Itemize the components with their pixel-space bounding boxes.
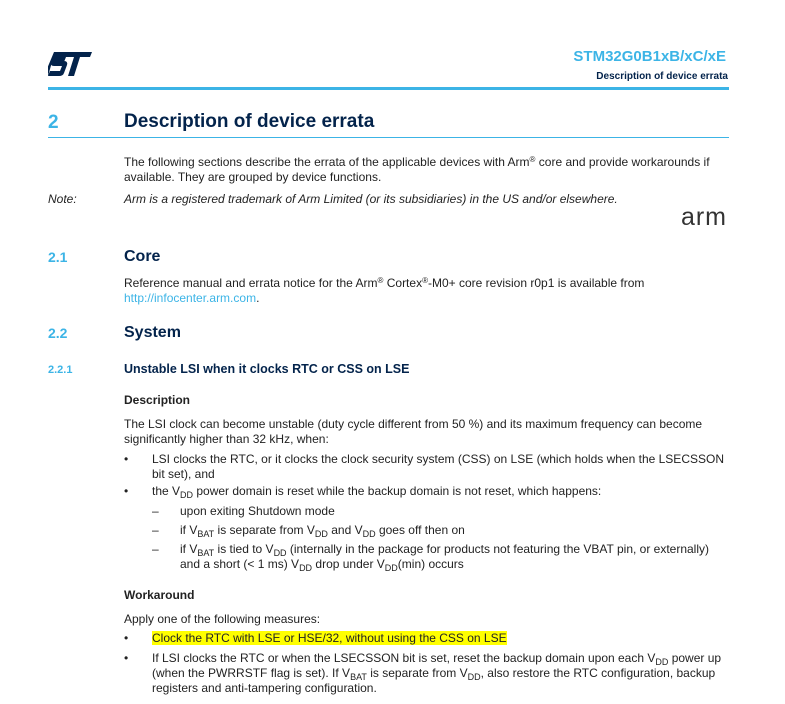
description-heading: Description [124, 393, 191, 407]
dash: – [152, 523, 159, 537]
workaround-intro: Apply one of the following measures: [124, 612, 321, 626]
dash: – [152, 542, 159, 556]
section-rule [48, 137, 729, 138]
list-item: LSI clocks the RTC, or it clocks the clock security system (CSS) on LSE (which holds when the LSECSSON bit set), and [152, 452, 724, 481]
section-title: Core [124, 248, 161, 265]
list-item: the $V_{DD}$ power domain is reset while the backup domain is not reset, which happens: [152, 484, 602, 500]
sub-list-item: upon exiting Shutdown mode [180, 504, 335, 518]
infocenter-link[interactable]: http://infocenter.arm.com [124, 291, 257, 305]
note-label: Note: [48, 192, 77, 206]
bullet: • [124, 651, 129, 665]
dash: – [152, 504, 159, 518]
description-paragraph: The LSI clock can become unstable (duty cycle different from 50 %) and its maximum frequency can become significantly higher than 32 kHz, when: [124, 417, 703, 446]
sub-list-item: if $V_{BAT}$ is separate from $V_{DD}$ and $V_{DD}$ goes off then on [180, 523, 465, 539]
product-name: STM32G0B1xB/xC/xE [573, 48, 726, 65]
bullet: • [124, 631, 129, 645]
workaround-heading: Workaround [124, 588, 195, 602]
subsection-number: 2.2.1 [48, 364, 73, 376]
section-title: Description of device errata [124, 111, 375, 132]
list-item [152, 631, 730, 646]
core-paragraph: Reference manual and errata notice for the Arm® Cortex®-M0+ core revision r0p1 is available from http://infocenter.arm.com. [124, 276, 645, 305]
highlighted-text: Clock the RTC with LSE or HSE/32, without using the CSS on LSE [152, 631, 507, 645]
subsection-title: Unstable LSI when it clocks RTC or CSS on LSE [124, 362, 410, 376]
bullet: • [124, 484, 129, 498]
section-number: 2.2 [48, 325, 68, 341]
sub-list-item: if $V_{BAT}$ is tied to $V_{DD}$ (internally in the package for products not featuring the VBAT pin, or externally) and a short (< 1 ms) $V_{DD}$ drop under $V_{DD}(\min)$ occurs [180, 542, 710, 573]
note-text: Arm is a registered trademark of Arm Limited (or its subsidiaries) in the US and/or elsewhere. [124, 192, 618, 206]
section-number: 2 [48, 112, 59, 133]
header-subtitle: Description of device errata [596, 71, 728, 82]
intro-paragraph: The following sections describe the errata of the applicable devices with Arm® core and provide workarounds if available. They are grouped by device functions. [124, 155, 710, 184]
section-title: System [124, 324, 181, 341]
header-rule [48, 87, 729, 90]
section-number: 2.1 [48, 249, 68, 265]
st-logo-icon [48, 52, 92, 76]
list-item: If LSI clocks the RTC or when the LSECSSON bit is set, reset the backup domain upon each $V_{DD}$ power up (when the PWRRSTF flag is set). If $V_{BAT}$ is separate from $V_{DD}$, also restore the RTC configuration, backup registers and anti-tampering configuration. [152, 651, 722, 695]
arm-logo: arm [680, 203, 727, 231]
bullet: • [124, 452, 129, 466]
